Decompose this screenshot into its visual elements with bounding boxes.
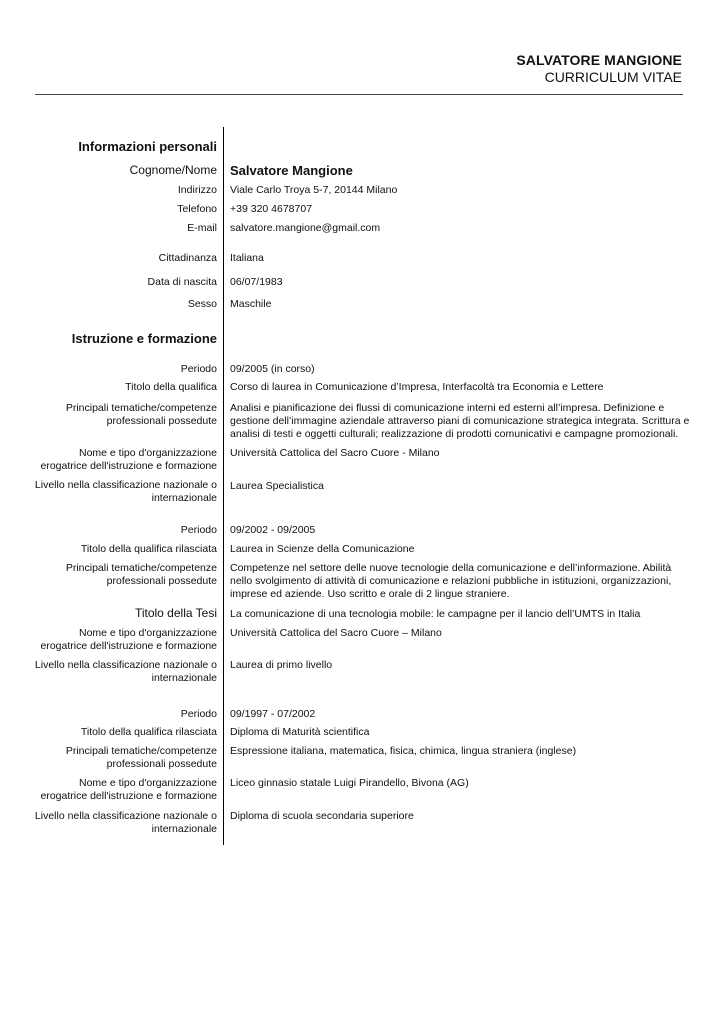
header-name: SALVATORE MANGIONE <box>516 52 682 68</box>
period-value: 09/2005 (in corso) <box>230 363 315 375</box>
phone-label: Telefono <box>177 203 217 215</box>
skills-label-line1: Principali tematiche/competenze <box>65 745 217 757</box>
level-value: Laurea Specialistica <box>230 480 324 492</box>
section-title-personal: Informazioni personali <box>78 139 217 154</box>
address-label: Indirizzo <box>177 184 217 196</box>
qualification-value: Corso di laurea in Comunicazione d’Impresa, Interfacoltà tra Economia e Lettere <box>230 381 604 393</box>
organization-label-line1: Nome e tipo d'organizzazione <box>78 447 217 459</box>
birth-value: 06/07/1983 <box>230 276 283 288</box>
skills-label-line2: professionali possedute <box>106 575 217 587</box>
period-value: 09/2002 - 09/2005 <box>230 524 316 536</box>
level-label-line1: Livello nella classificazione nazionale o <box>34 659 217 671</box>
email-value: salvatore.mangione@gmail.com <box>230 222 381 234</box>
organization-label-line1: Nome e tipo d'organizzazione <box>78 777 217 789</box>
organization-label-line2: erogatrice dell'istruzione e formazione <box>40 790 217 802</box>
level-label-line2: internazionale <box>151 823 217 835</box>
organization-label-line1: Nome e tipo d'organizzazione <box>78 627 217 639</box>
period-label: Periodo <box>180 524 217 536</box>
qualification-value: Laurea in Scienze della Comunicazione <box>230 543 415 555</box>
sex-value: Maschile <box>230 298 272 310</box>
period-value: 09/1997 - 07/2002 <box>230 708 316 720</box>
skills-value: Analisi e pianificazione dei flussi di comunicazione interni ed esterni all’impresa. Definizione e gestione dell’immagine aziendale attraverso piani di comunicazione strategica integrata. Scrittura e analisi di testi e oggetti culturali; realizzazione di prodotti comunicativi e campagne promozionali. <box>230 402 690 440</box>
organization-value: Università Cattolica del Sacro Cuore – Milano <box>230 627 442 639</box>
skills-value: Competenze nel settore delle nuove tecnologie della comunicazione e dell’informazione. Abilità nello svolgimento di attività di comunicazione e relazioni pubbliche in istituzioni, organizzazioni, imprese ed aziende. Uso scritto e orale di 2 lingue straniere. <box>230 562 672 600</box>
qualification-label: Titolo della qualifica rilasciata <box>80 726 217 738</box>
column-divider <box>223 127 224 845</box>
level-label-line2: internazionale <box>151 672 217 684</box>
qualification-label: Titolo della qualifica rilasciata <box>80 543 217 555</box>
address-value: Viale Carlo Troya 5-7, 20144 Milano <box>230 184 398 196</box>
organization-value: Università Cattolica del Sacro Cuore - Milano <box>230 447 440 459</box>
cv-header <box>516 52 682 86</box>
level-value: Diploma di scuola secondaria superiore <box>230 810 414 822</box>
name-value: Salvatore Mangione <box>230 163 353 178</box>
skills-value: Espressione italiana, matematica, fisica, chimica, lingua straniera (inglese) <box>230 745 577 757</box>
thesis-value: La comunicazione di una tecnologia mobile: le campagne per il lancio dell’UMTS in Italia <box>230 608 641 620</box>
level-value: Laurea di primo livello <box>230 659 333 671</box>
organization-label-line2: erogatrice dell'istruzione e formazione <box>40 640 217 652</box>
skills-label-line2: professionali possedute <box>106 415 217 427</box>
level-label-line1: Livello nella classificazione nazionale o <box>34 479 217 491</box>
section-title-education: Istruzione e formazione <box>71 331 217 346</box>
organization-label-line2: erogatrice dell'istruzione e formazione <box>40 460 217 472</box>
period-label: Periodo <box>180 708 217 720</box>
level-label-line2: internazionale <box>151 492 217 504</box>
period-label: Periodo <box>180 363 217 375</box>
skills-label-line1: Principali tematiche/competenze <box>65 402 217 414</box>
header-rule <box>35 94 683 95</box>
email-label: E-mail <box>187 222 217 234</box>
phone-value: +39 320 4678707 <box>230 203 313 215</box>
organization-value: Liceo ginnasio statale Luigi Pirandello, Bivona (AG) <box>230 777 469 789</box>
thesis-label: Titolo della Tesi <box>134 606 217 620</box>
citizenship-label: Cittadinanza <box>158 252 217 264</box>
sex-label: Sesso <box>187 298 217 310</box>
header-subtitle: CURRICULUM VITAE <box>544 69 682 85</box>
qualification-label: Titolo della qualifica <box>125 381 217 393</box>
birth-label: Data di nascita <box>147 276 217 288</box>
level-label-line1: Livello nella classificazione nazionale o <box>34 810 217 822</box>
citizenship-value: Italiana <box>230 252 264 264</box>
skills-label-line1: Principali tematiche/competenze <box>65 562 217 574</box>
qualification-value: Diploma di Maturità scientifica <box>230 726 370 738</box>
name-label: Cognome/Nome <box>129 163 217 177</box>
skills-label-line2: professionali possedute <box>106 758 217 770</box>
